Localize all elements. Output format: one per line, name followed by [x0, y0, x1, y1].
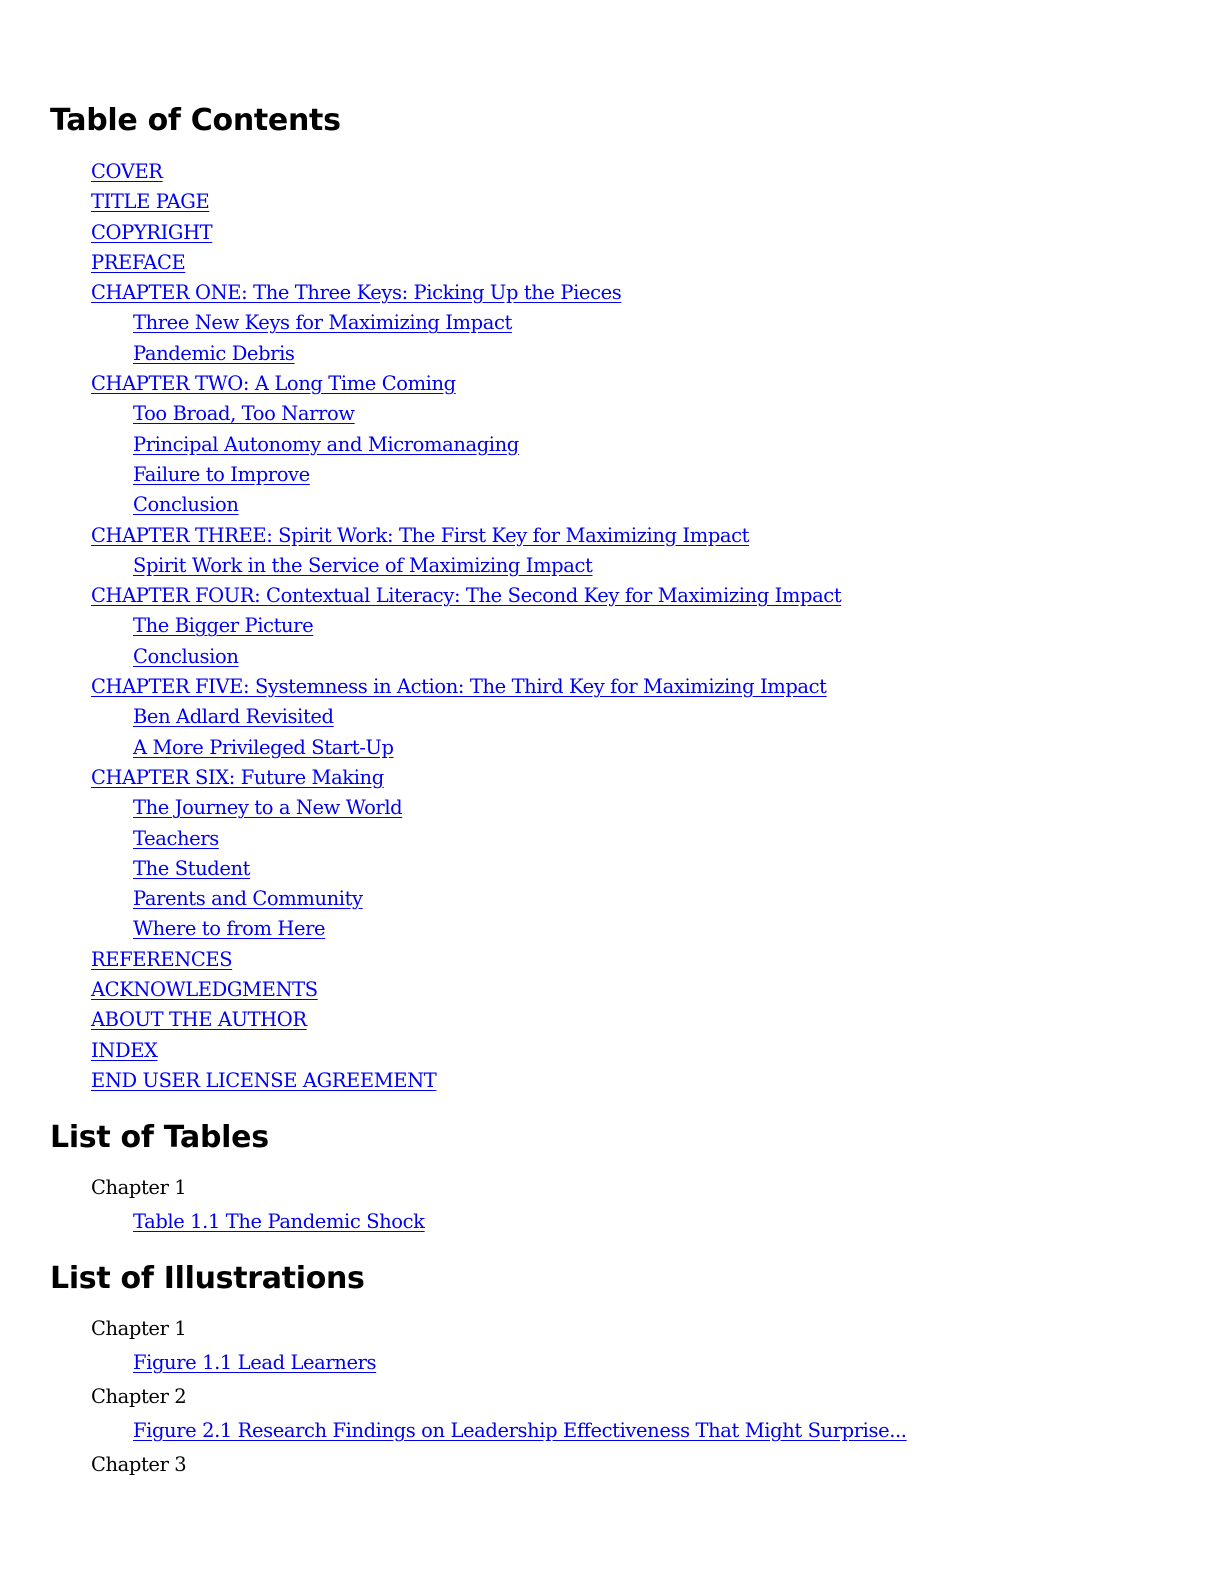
- toc-link[interactable]: Parents and Community: [133, 887, 363, 911]
- toc-link[interactable]: CHAPTER ONE: The Three Keys: Picking Up the Pieces: [91, 281, 622, 305]
- toc-item: [0, 1066, 841, 1096]
- illustrations-item: [0, 1414, 907, 1448]
- illustrations-item: [0, 1346, 907, 1380]
- toc-link[interactable]: Teachers: [133, 826, 219, 850]
- toc-item: [0, 914, 841, 944]
- toc-item: [0, 521, 841, 551]
- toc-link[interactable]: CHAPTER SIX: Future Making: [91, 765, 384, 789]
- toc-link[interactable]: PREFACE: [91, 250, 186, 274]
- toc-item: [0, 248, 841, 278]
- toc-link[interactable]: COVER: [91, 160, 163, 183]
- toc-link[interactable]: A More Privileged Start-Up: [133, 735, 394, 759]
- illustrations-heading: List of Illustrations: [50, 1261, 365, 1296]
- toc-item: [0, 278, 841, 308]
- toc-link[interactable]: Failure to Improve: [133, 462, 310, 486]
- illustrations-item: [0, 1380, 907, 1414]
- toc-link[interactable]: Too Broad, Too Narrow: [133, 402, 355, 426]
- toc-link[interactable]: Where to from Here: [133, 917, 326, 941]
- toc-link[interactable]: REFERENCES: [91, 947, 233, 971]
- toc-link[interactable]: CHAPTER FOUR: Contextual Literacy: The Second Key for Maximizing Impact: [91, 584, 842, 608]
- tables-list: [0, 1171, 425, 1239]
- toc-link[interactable]: The Bigger Picture: [133, 614, 314, 638]
- illustrations-item: [0, 1448, 907, 1482]
- toc-link[interactable]: CHAPTER TWO: A Long Time Coming: [91, 372, 456, 396]
- toc-item: [0, 884, 841, 914]
- toc-link[interactable]: Principal Autonomy and Micromanaging: [133, 432, 519, 456]
- toc-link[interactable]: Ben Adlard Revisited: [133, 705, 334, 729]
- toc-item: [0, 399, 841, 429]
- tables-link[interactable]: Table 1.1 The Pandemic Shock: [133, 1210, 425, 1233]
- toc-item: [0, 702, 841, 732]
- toc-item: [0, 551, 841, 581]
- toc-item: [0, 975, 841, 1005]
- toc-item: [0, 793, 841, 823]
- toc-item: [0, 733, 841, 763]
- illustrations-item: [0, 1312, 907, 1346]
- toc-item: [0, 157, 841, 187]
- toc-item: [0, 308, 841, 338]
- toc-link[interactable]: TITLE PAGE: [91, 190, 210, 214]
- tables-chapter-label: Chapter 1: [91, 1176, 187, 1199]
- toc-item: [0, 672, 841, 702]
- toc-item: [0, 218, 841, 248]
- illustrations-chapter-label: Chapter 1: [91, 1317, 187, 1340]
- toc-item: [0, 945, 841, 975]
- toc-link[interactable]: Three New Keys for Maximizing Impact: [133, 311, 512, 335]
- illustrations-chapter-label: Chapter 2: [91, 1385, 187, 1408]
- toc-link[interactable]: CHAPTER FIVE: Systemness in Action: The Third Key for Maximizing Impact: [91, 675, 827, 699]
- toc-link[interactable]: COPYRIGHT: [91, 220, 213, 244]
- tables-item: [0, 1205, 425, 1239]
- toc-item: [0, 490, 841, 520]
- toc-item: [0, 763, 841, 793]
- toc-link[interactable]: Conclusion: [133, 644, 239, 668]
- illustrations-chapter-label: Chapter 3: [91, 1453, 187, 1476]
- tables-heading: List of Tables: [50, 1120, 269, 1155]
- toc-heading: Table of Contents: [50, 103, 341, 138]
- toc-link[interactable]: ACKNOWLEDGMENTS: [91, 978, 318, 1002]
- toc-link[interactable]: CHAPTER THREE: Spirit Work: The First Key for Maximizing Impact: [91, 523, 750, 547]
- toc-item: [0, 854, 841, 884]
- toc-item: [0, 339, 841, 369]
- toc-link[interactable]: The Student: [133, 856, 251, 880]
- toc-item: [0, 581, 841, 611]
- tables-item: [0, 1171, 425, 1205]
- toc-item: [0, 460, 841, 490]
- toc-item: [0, 430, 841, 460]
- toc-link[interactable]: END USER LICENSE AGREEMENT: [91, 1068, 437, 1092]
- toc-link[interactable]: INDEX: [91, 1038, 158, 1062]
- toc-item: [0, 1036, 841, 1066]
- illustrations-link[interactable]: Figure 2.1 Research Findings on Leadership Effectiveness That Might Surprise...: [133, 1419, 907, 1442]
- toc-item: [0, 1005, 841, 1035]
- toc-item: [0, 369, 841, 399]
- toc-item: [0, 611, 841, 641]
- illustrations-list: [0, 1312, 907, 1482]
- toc-item: [0, 187, 841, 217]
- illustrations-link[interactable]: Figure 1.1 Lead Learners: [133, 1351, 377, 1374]
- toc-link[interactable]: Conclusion: [133, 493, 239, 517]
- toc-list: [0, 157, 841, 1096]
- toc-link[interactable]: Pandemic Debris: [133, 341, 295, 365]
- toc-link[interactable]: The Journey to a New World: [133, 796, 403, 820]
- toc-item: [0, 824, 841, 854]
- toc-item: [0, 642, 841, 672]
- toc-link[interactable]: Spirit Work in the Service of Maximizing Impact: [133, 553, 593, 577]
- toc-link[interactable]: ABOUT THE AUTHOR: [91, 1008, 307, 1032]
